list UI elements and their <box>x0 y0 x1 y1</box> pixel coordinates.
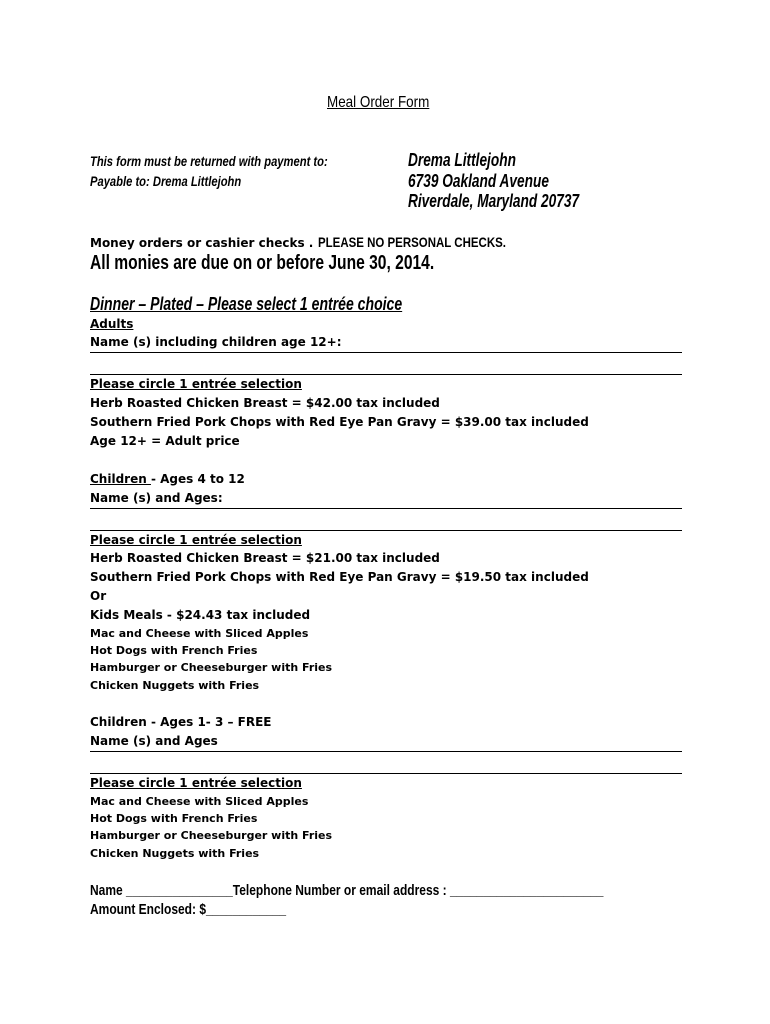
address-street: 6739 Oakland Avenue <box>408 171 549 191</box>
toddler-meal-hot-dogs[interactable]: Hot Dogs with French Fries <box>90 812 258 825</box>
children-option-chicken[interactable]: Herb Roasted Chicken Breast = $21.00 tax included <box>90 551 440 565</box>
toddlers-heading: Children - Ages 1- 3 – FREE <box>90 715 272 729</box>
kids-meal-hamburger[interactable]: Hamburger or Cheeseburger with Fries <box>90 661 333 674</box>
toddler-meal-mac-cheese[interactable]: Mac and Cheese with Sliced Apples <box>90 795 309 808</box>
amount-enclosed-line[interactable]: Amount Enclosed: $____________ <box>90 901 287 918</box>
toddlers-names-line-1[interactable] <box>90 751 682 752</box>
due-date-notice: All monies are due on or before June 30, 2014. <box>90 252 435 274</box>
children-names-line-2[interactable] <box>90 530 682 531</box>
payment-methods-note <box>90 234 547 250</box>
toddlers-circle-label: Please circle 1 entrée selection <box>90 776 302 790</box>
name-contact-line[interactable]: Name ________________Telephone Number or email address : _______________________ <box>90 882 604 899</box>
adults-age-note: Age 12+ = Adult price <box>90 434 240 448</box>
adults-names-line-2[interactable] <box>90 374 682 375</box>
no-personal-checks: PLEASE NO PERSONAL CHECKS. <box>317 234 506 250</box>
kids-meal-nuggets[interactable]: Chicken Nuggets with Fries <box>90 679 260 692</box>
toddlers-names-line-2[interactable] <box>90 773 682 774</box>
adults-option-pork[interactable]: Southern Fried Pork Chops with Red Eye Pan Gravy = $39.00 tax included <box>90 415 589 429</box>
adults-names-line-1[interactable] <box>90 352 682 353</box>
payable-to: Payable to: Drema Littlejohn <box>90 173 242 189</box>
adults-option-chicken[interactable]: Herb Roasted Chicken Breast = $42.00 tax included <box>90 396 440 410</box>
address-name: Drema Littlejohn <box>408 150 516 170</box>
children-names-label: Name (s) and Ages: <box>90 491 223 505</box>
form-title: Meal Order Form <box>327 94 430 111</box>
adults-names-label: Name (s) including children age 12+: <box>90 335 342 349</box>
kids-meal-hot-dogs[interactable]: Hot Dogs with French Fries <box>90 644 258 657</box>
return-instruction: This form must be returned with payment to: <box>90 153 328 169</box>
kids-meal-mac-cheese[interactable]: Mac and Cheese with Sliced Apples <box>90 627 309 640</box>
toddlers-names-label: Name (s) and Ages <box>90 734 218 748</box>
children-circle-label: Please circle 1 entrée selection <box>90 533 302 547</box>
money-orders-text: Money orders or cashier checks . <box>90 236 318 250</box>
children-option-pork[interactable]: Southern Fried Pork Chops with Red Eye Pan Gravy = $19.50 tax included <box>90 570 589 584</box>
children-heading <box>90 472 245 486</box>
toddler-meal-hamburger[interactable]: Hamburger or Cheeseburger with Fries <box>90 829 333 842</box>
children-option-kids-meals[interactable]: Kids Meals - $24.43 tax included <box>90 608 311 622</box>
children-heading-label: Children <box>90 472 151 486</box>
address-city: Riverdale, Maryland 20737 <box>408 191 580 211</box>
dinner-heading: Dinner – Plated – Please select 1 entrée choice <box>90 294 403 314</box>
adults-heading: Adults <box>90 317 134 331</box>
children-option-or: Or <box>90 589 107 603</box>
adults-circle-label: Please circle 1 entrée selection <box>90 377 302 391</box>
children-names-line-1[interactable] <box>90 508 682 509</box>
toddler-meal-nuggets[interactable]: Chicken Nuggets with Fries <box>90 847 260 860</box>
children-heading-ages: - Ages 4 to 12 <box>150 472 245 486</box>
